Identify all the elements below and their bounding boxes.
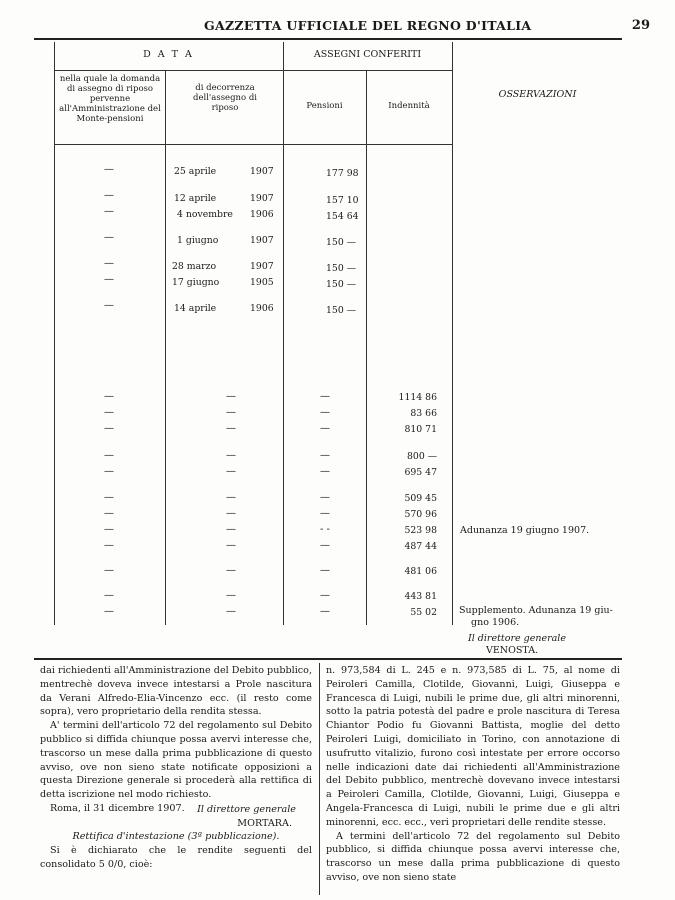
header-indennita: Indennità bbox=[388, 101, 430, 111]
header-decorrenza: di decorrenza dell'assegno di riposo bbox=[193, 83, 257, 113]
row-pension: 150 — bbox=[326, 305, 356, 316]
row-date: 17 giugno bbox=[172, 277, 220, 288]
row-dash-3: - - bbox=[320, 524, 330, 535]
row-indemnity: 83 66 bbox=[410, 408, 437, 419]
row-dash-3: — bbox=[320, 492, 330, 503]
row-dash-1: — bbox=[104, 407, 114, 418]
section-rule bbox=[34, 658, 622, 660]
row-indemnity: 487 44 bbox=[404, 541, 437, 552]
page-number: 29 bbox=[631, 18, 650, 33]
section-heading: Rettifica d'intestazione (3ª pubblicazione). bbox=[72, 831, 280, 843]
left-column bbox=[40, 664, 312, 872]
row-dash-3: — bbox=[320, 540, 330, 551]
left-signature-title: Il direttore generale bbox=[197, 803, 296, 815]
row-dash-1: — bbox=[104, 508, 114, 519]
row-year: 1907 bbox=[250, 261, 274, 272]
row-dash-2: — bbox=[226, 540, 236, 551]
row-dash-2: — bbox=[226, 466, 236, 477]
page-header bbox=[34, 16, 650, 36]
row-dash-2: — bbox=[226, 565, 236, 576]
row-dash-1: — bbox=[104, 540, 114, 551]
row-indemnity: 509 45 bbox=[404, 493, 437, 504]
row-year: 1907 bbox=[250, 235, 274, 246]
row-dash-1: — bbox=[104, 492, 114, 503]
row-indemnity: 523 98 bbox=[404, 525, 437, 536]
row-date: 28 marzo bbox=[172, 261, 217, 272]
table-signature-title: Il direttore generale bbox=[468, 633, 566, 644]
right-paragraph-1: n. 973,584 di L. 245 e n. 973,585 di L. 75, al nome di Peiroleri Camilla, Clotilde, Giovanni, Luigi, Giuseppa e Francesca di Luigi, nubili le prime due, gli altri minorenni, sotto la patria potestà del padre e prole nascitura di Teresa Chiantor Podio fu Giovanni Battista, moglie del detto Peiroleri Luigi, domiciliato in Torino, con annotazione di usufrutto vitalizio, furono così intestate per errore occorso nelle indicazioni date dai richiedenti all'Amministrazione del Debito pubblico, mentrechè dovevano invece intestarsi a Peiroleri Camilla, Clotilde, Giovanni, Luigi, Giuseppa e Angela-Francesca di Luigi, nubili le prime due e gli altri minorenni, ecc. ecc., veri proprietari delle rendite stesse. bbox=[326, 665, 620, 828]
left-paragraph-3: Si è dichiarato che le rendite seguenti del consolidato 5 0/0, cioè: bbox=[40, 845, 312, 870]
row-domanda: — bbox=[104, 300, 114, 311]
row-domanda: — bbox=[104, 258, 114, 269]
row-dash-1: — bbox=[104, 590, 114, 601]
row-indemnity: 443 81 bbox=[404, 591, 437, 602]
row-domanda: — bbox=[104, 190, 114, 201]
row-dash-3: — bbox=[320, 508, 330, 519]
row-dash-2: — bbox=[226, 606, 236, 617]
row-dash-2: — bbox=[226, 508, 236, 519]
row-dash-3: — bbox=[320, 450, 330, 461]
row-dash-1: — bbox=[104, 391, 114, 402]
gazette-title: GAZZETTA UFFICIALE DEL REGNO D'ITALIA bbox=[204, 18, 532, 33]
header-domanda: nella quale la domanda di assegno di riposo pervenne all'Amministrazione del Monte-pensioni bbox=[59, 74, 161, 124]
left-signature-name: MORTARA. bbox=[237, 817, 292, 829]
right-paragraph-2: A termini dell'articolo 72 del regolamento sul Debito pubblico, si diffida chiunque possa avervi interesse che, trascorso un mese dalla prima pubblicazione di questo avviso, ove non sieno state bbox=[326, 830, 620, 883]
header-assegni: ASSEGNI CONFERITI bbox=[313, 49, 422, 60]
header-pensioni: Pensioni bbox=[306, 101, 343, 111]
row-domanda: — bbox=[104, 274, 114, 285]
row-pension: 150 — bbox=[326, 263, 356, 274]
row-dash-3: — bbox=[320, 466, 330, 477]
row-date: 4 novembre bbox=[177, 209, 233, 220]
row-dash-1: — bbox=[104, 466, 114, 477]
row-domanda: — bbox=[104, 232, 114, 243]
row-dash-3: — bbox=[320, 391, 330, 402]
row-dash-2: — bbox=[226, 407, 236, 418]
row-indemnity: 695 47 bbox=[404, 467, 437, 478]
row-indemnity: 800 — bbox=[407, 451, 437, 462]
right-column bbox=[326, 664, 620, 885]
row-year: 1906 bbox=[250, 209, 274, 220]
row-date: 25 aprile bbox=[174, 166, 217, 177]
row-dash-3: — bbox=[320, 407, 330, 418]
column-divider bbox=[319, 663, 320, 895]
row-indemnity: 810 71 bbox=[404, 424, 437, 435]
obs-adunanza: Adunanza 19 giugno 1907. bbox=[460, 525, 590, 536]
row-dash-2: — bbox=[226, 423, 236, 434]
row-pension: 150 — bbox=[326, 279, 356, 290]
row-dash-2: — bbox=[226, 524, 236, 535]
row-pension: 157 10 bbox=[326, 195, 359, 206]
row-pension: 177 98 bbox=[326, 168, 359, 179]
row-dash-1: — bbox=[104, 524, 114, 535]
obs-supplemento-line2: gno 1906. bbox=[471, 617, 520, 628]
row-domanda: — bbox=[104, 206, 114, 217]
row-dash-3: — bbox=[320, 590, 330, 601]
header-rule bbox=[34, 38, 622, 40]
row-dash-2: — bbox=[226, 590, 236, 601]
row-date: 12 aprile bbox=[174, 193, 217, 204]
obs-supplemento-line1: Supplemento. Adunanza 19 giu- bbox=[459, 605, 613, 616]
left-paragraph-1: dai richiedenti all'Amministrazione del Debito pubblico, mentrechè doveva invece intestarsi a Prole nascitura da Verani Alfredo-Elia-Vincenzo ecc. (il resto come sopra), vero proprietario della rendita stessa. bbox=[40, 665, 312, 718]
row-indemnity: 55 02 bbox=[410, 607, 437, 618]
left-paragraph-2: A' termini dell'articolo 72 del regolamento sul Debito pubblico si diffida chiunque possa avervi interesse che, trascorso un mese dalla prima pubblicazione di questo avviso, ove non sieno state notificate opposizioni a questa Direzione generale si procederà alla rettifica di detta iscrizione nel modo richiesto. bbox=[40, 720, 312, 801]
row-dash-2: — bbox=[226, 450, 236, 461]
table-signature-name: VENOSTA. bbox=[486, 645, 539, 656]
row-dash-1: — bbox=[104, 565, 114, 576]
row-dash-3: — bbox=[320, 423, 330, 434]
row-dash-3: — bbox=[320, 606, 330, 617]
row-dash-1: — bbox=[104, 423, 114, 434]
row-date: 14 aprile bbox=[174, 303, 217, 314]
row-year: 1907 bbox=[250, 166, 274, 177]
row-pension: 154 64 bbox=[326, 211, 359, 222]
row-dash-3: — bbox=[320, 565, 330, 576]
row-year: 1907 bbox=[250, 193, 274, 204]
row-dash-1: — bbox=[104, 606, 114, 617]
row-indemnity: 481 06 bbox=[404, 566, 437, 577]
row-indemnity: 1114 86 bbox=[398, 392, 437, 403]
header-data: D A T A bbox=[143, 49, 194, 60]
row-indemnity: 570 96 bbox=[404, 509, 437, 520]
row-domanda: — bbox=[104, 164, 114, 175]
row-dash-2: — bbox=[226, 391, 236, 402]
row-dash-2: — bbox=[226, 492, 236, 503]
row-dash-1: — bbox=[104, 450, 114, 461]
header-osservazioni: OSSERVAZIONI bbox=[498, 89, 577, 100]
row-pension: 150 — bbox=[326, 237, 356, 248]
row-date: 1 giugno bbox=[177, 235, 219, 246]
row-year: 1905 bbox=[250, 277, 274, 288]
date-line: Roma, il 31 dicembre 1907. bbox=[50, 802, 185, 814]
row-year: 1906 bbox=[250, 303, 274, 314]
